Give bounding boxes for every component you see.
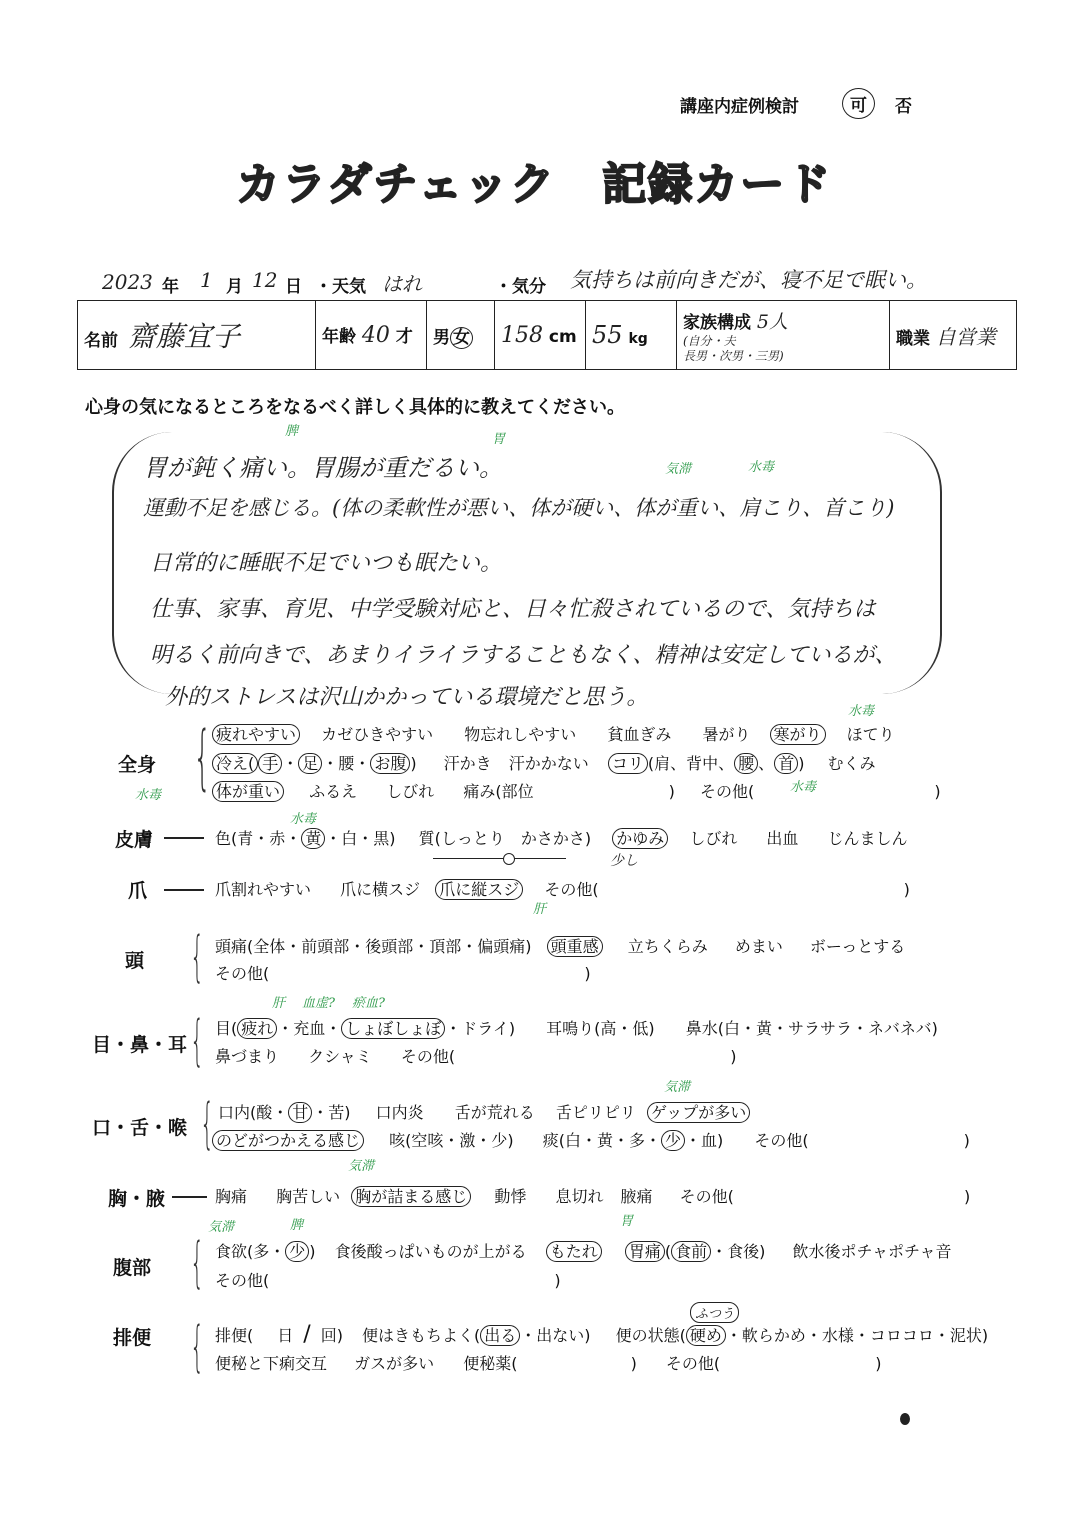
atama-line-1: [215, 934, 905, 957]
family-detail-2: 長男・次男・三男): [683, 348, 784, 363]
item-me-tsukare[interactable]: 疲れ: [237, 1018, 277, 1039]
hifu-color[interactable]: 色(青・赤・: [215, 829, 302, 848]
item-motare[interactable]: もたれ: [546, 1241, 602, 1262]
mood-value: 気持ちは前向きだが、寝不足で眠い。: [570, 268, 927, 292]
age-unit: 才: [395, 327, 413, 347]
item-hie-te[interactable]: 手: [258, 753, 282, 774]
review-label: 講座内症例検討: [680, 97, 799, 117]
tsume-line: [215, 877, 910, 900]
item-tsukareyasui[interactable]: 疲れやすい: [212, 724, 300, 745]
sep: 、: [758, 754, 775, 773]
me-note-1: 肝: [272, 996, 286, 1011]
zenshin-line-2: [212, 751, 876, 774]
item-shokuyoku-sukunai[interactable]: 少: [285, 1241, 309, 1262]
free-text-line-2: 運動不足を感じる。(体の柔軟性が悪い、体が硬い、体が重い、肩こり、首こり): [143, 496, 895, 520]
date-day: 12: [252, 268, 278, 292]
item-benpi-geri[interactable]: 便秘と下痢交互: [215, 1354, 328, 1373]
label-atama: 頭: [125, 950, 145, 972]
item-mune-sonota[interactable]: その他(: [679, 1187, 734, 1206]
item-asekakanai[interactable]: 汗かかない: [508, 754, 589, 773]
zenshin-note-3: 水毒: [790, 780, 817, 795]
item-gas[interactable]: ガスが多い: [354, 1354, 435, 1373]
kuchi-note-1: 気滞: [664, 1080, 691, 1095]
item-hifu-shibire[interactable]: しびれ: [689, 829, 738, 848]
date-year: 2023: [102, 270, 153, 294]
item-deru[interactable]: 出る: [480, 1325, 520, 1346]
paren: ): [584, 964, 591, 983]
page-title: カラダチェック 記録カード: [236, 159, 833, 210]
height-unit: cm: [548, 326, 577, 347]
item-nodo[interactable]: のどがつかえる感じ: [212, 1130, 364, 1151]
label-mune: 胸・腋: [108, 1188, 166, 1210]
item-kimochiyoku[interactable]: 便はきもちよく(: [362, 1326, 481, 1345]
sex-male[interactable]: 男: [433, 327, 450, 348]
item-shokuyoku[interactable]: 食欲(多・: [215, 1242, 286, 1261]
item-shibire[interactable]: しびれ: [386, 782, 435, 801]
item-yoko-suji[interactable]: 爪に横スジ: [340, 880, 421, 899]
quality-scale: [433, 858, 566, 859]
item-atsugari[interactable]: 暑がり: [702, 725, 751, 744]
item-wakitsu[interactable]: 腋痛: [620, 1187, 653, 1206]
fukubu-note-3: 胃: [620, 1214, 634, 1229]
item-seki[interactable]: 咳(空咳・激・少): [389, 1131, 514, 1150]
month-unit: 月: [226, 277, 243, 297]
ink-spot: [900, 1413, 910, 1425]
haiben-note: ふつう: [690, 1302, 739, 1323]
kuchi-line-2: [212, 1128, 970, 1151]
fukubu-note-1: 気滞: [208, 1220, 235, 1235]
paren: ): [963, 1131, 970, 1150]
item-haiben-kai: 回): [320, 1326, 343, 1345]
label-haiben: 排便: [113, 1327, 152, 1349]
item-konaien[interactable]: 口内炎: [375, 1103, 424, 1122]
item-konai[interactable]: 口内(酸・: [218, 1103, 289, 1122]
haiben-line-1: [215, 1322, 988, 1347]
hifu-color-yellow[interactable]: 黄: [301, 828, 325, 849]
note-suidoku: 水毒: [748, 460, 775, 475]
me-line-2: [215, 1044, 736, 1067]
slash: /: [303, 1322, 311, 1347]
label-zenshin: 全身: [118, 754, 157, 776]
height-value: 158: [501, 322, 543, 348]
day-unit: 日: [285, 277, 302, 297]
family-detail: [683, 334, 784, 364]
sex-female-selected[interactable]: 女: [450, 327, 473, 349]
weight-value: 55: [592, 321, 623, 349]
item-kori[interactable]: コリ: [608, 753, 648, 774]
paren: ): [668, 782, 675, 801]
paren: ): [309, 1242, 316, 1261]
item-ben-other[interactable]: ・軟らかめ・水様・コロコロ・泥状): [725, 1326, 989, 1345]
weather-value: はれ: [382, 272, 422, 296]
kuchi-note-2: 気滞: [348, 1159, 375, 1174]
item-tate-suji[interactable]: 爪に縦スジ: [435, 879, 523, 900]
me-line-1: [215, 1016, 938, 1039]
item-geppu[interactable]: ゲップが多い: [647, 1102, 750, 1123]
item-kayumi[interactable]: かゆみ: [612, 828, 668, 849]
free-text-line-4: 仕事、家事、育児、中学受験対応と、日々忙殺されているので、気持ちは: [150, 597, 876, 622]
zenshin-note-1: 水毒: [848, 704, 875, 719]
item-kaze[interactable]: カゼひきやすい: [321, 725, 434, 744]
family-cell: [677, 301, 890, 370]
item-shita-piri[interactable]: 舌ピリピリ: [555, 1103, 636, 1122]
paren: ): [410, 754, 417, 773]
item-pochapocha[interactable]: 飲水後ポチャポチャ音: [792, 1242, 952, 1261]
item-konai-ama[interactable]: 甘: [288, 1102, 312, 1123]
hifu-note: 水毒: [290, 812, 317, 827]
item-me-shobo[interactable]: しょぼしょぼ: [341, 1018, 445, 1039]
fukubu-line-1: [215, 1239, 952, 1262]
weather-label: ・天気: [315, 277, 366, 297]
note-pi: 脾: [285, 424, 299, 439]
free-text-line-6: 外的ストレスは沢山かかっている環境だと思う。: [165, 685, 649, 710]
paren: ): [964, 1187, 971, 1206]
paren: ): [934, 782, 941, 801]
item-haiben-sonota[interactable]: その他(: [665, 1354, 721, 1373]
name-value: 齋藤宜子: [127, 320, 240, 353]
brace-atama: {: [190, 925, 205, 988]
dash-hifu: [164, 837, 204, 839]
item-bootto[interactable]: ボーっとする: [809, 937, 906, 956]
item-hoteri[interactable]: ほてり: [846, 725, 895, 744]
item-me-dry[interactable]: ・ドライ): [445, 1019, 516, 1038]
item-hinketsu[interactable]: 貧血ぎみ: [607, 725, 672, 744]
family-count: 5人: [756, 310, 789, 333]
me-note-2: 血虚?: [302, 996, 335, 1011]
note-qitai: 気滞: [665, 462, 692, 477]
item-memai[interactable]: めまい: [734, 937, 783, 956]
mune-line: [215, 1184, 970, 1207]
item-tan-chi[interactable]: ・血): [684, 1131, 724, 1150]
dash-tsume: [164, 889, 204, 891]
item-me-juketsu[interactable]: ・充血・: [277, 1019, 342, 1038]
label-kuchi: 口・舌・喉: [92, 1117, 188, 1139]
paren: ): [875, 1354, 882, 1373]
weight-cell: [586, 301, 677, 370]
item-itsu-shokugo[interactable]: ・食後): [711, 1242, 766, 1261]
item-monowasure[interactable]: 物忘れしやすい: [464, 725, 577, 744]
label-hifu: 皮膚: [115, 829, 154, 851]
label-me: 目・鼻・耳: [92, 1034, 188, 1056]
item-itami[interactable]: 痛み(部位: [463, 782, 534, 801]
brace-haiben: {: [190, 1315, 205, 1378]
item-konai-niga[interactable]: ・苦): [312, 1103, 351, 1122]
item-hanazumari[interactable]: 鼻づまり: [215, 1047, 280, 1066]
item-hie-ashi[interactable]: 足: [298, 753, 322, 774]
atama-line-2: [215, 961, 591, 984]
item-shukketsu[interactable]: 出血: [766, 829, 799, 848]
haiben-line-2: [215, 1351, 882, 1374]
label-tsume: 爪: [128, 880, 148, 902]
item-tan[interactable]: 痰(白・黄・多・: [542, 1131, 661, 1150]
kuchi-line-1: [218, 1100, 750, 1123]
item-furue[interactable]: ふるえ: [309, 782, 358, 801]
item-me-sonota[interactable]: その他(: [400, 1047, 456, 1066]
item-karada-omoi[interactable]: 体が重い: [212, 781, 284, 802]
brace-me: {: [190, 1009, 205, 1072]
paren: ): [554, 1271, 561, 1290]
item-haiben-nichi: 日: [277, 1326, 294, 1345]
item-itsu[interactable]: 胃痛: [625, 1241, 665, 1262]
name-cell: [78, 301, 316, 370]
item-sanppai[interactable]: 食後酸っぱいものが上がる: [334, 1242, 527, 1261]
item-katame[interactable]: 硬め: [686, 1325, 726, 1346]
item-munagurushii[interactable]: 胸苦しい: [276, 1187, 341, 1206]
item-kuchi-sonota[interactable]: その他(: [754, 1131, 809, 1150]
fukubu-note-2: 脾: [290, 1218, 304, 1233]
item-hie-koshi[interactable]: ・腰・: [322, 754, 371, 773]
item-tsume-ware[interactable]: 爪割れやすい: [215, 880, 312, 899]
item-denai[interactable]: ・出ない): [520, 1326, 591, 1345]
item-miminari[interactable]: 耳鳴り(高・低): [546, 1019, 655, 1038]
item-atama-sonota[interactable]: その他(: [215, 964, 270, 983]
quality-scale-mark: [503, 853, 515, 865]
item-shita-areru[interactable]: 舌が荒れる: [454, 1103, 535, 1122]
job-label: 職業: [896, 328, 930, 349]
fukubu-line-2: [215, 1268, 561, 1291]
free-text-line-3: 日常的に睡眠不足でいつも眠たい。: [150, 551, 503, 576]
height-cell: [495, 301, 586, 370]
profile-table: [77, 300, 1017, 370]
item-doki[interactable]: 動悸: [494, 1187, 527, 1206]
sep: ・: [282, 754, 299, 773]
item-haiben[interactable]: 排便(: [215, 1326, 254, 1345]
age-cell: [316, 301, 427, 370]
item-itsu-shokuzen[interactable]: 食前: [671, 1241, 711, 1262]
brace-fukubu: {: [190, 1231, 205, 1294]
zenshin-line-1: [212, 722, 895, 745]
label-fukubu: 腹部: [113, 1257, 152, 1279]
hifu-color-rest[interactable]: ・白・黒): [325, 829, 396, 848]
paren: ): [903, 880, 910, 899]
note-i: 胃: [492, 432, 506, 447]
prompt-text: 心身の気になるところをなるべく詳しく具体的に教えてください。: [85, 397, 625, 418]
brace-kuchi: {: [200, 1092, 215, 1155]
item-asekaki[interactable]: 汗かき: [443, 754, 492, 773]
zenshin-line-3: [212, 779, 941, 802]
age-value: 40: [361, 323, 390, 348]
item-mune-tsumaru[interactable]: 胸が詰まる感じ: [351, 1186, 471, 1207]
brace-zenshin: {: [193, 716, 212, 798]
paren: (: [664, 1242, 672, 1261]
item-tsume-sonota[interactable]: その他(: [544, 880, 599, 899]
item-kori-kubi[interactable]: 首: [774, 753, 798, 774]
item-mukumi[interactable]: むくみ: [827, 754, 876, 773]
year-unit: 年: [162, 277, 179, 297]
approve-option[interactable]: 可: [842, 88, 875, 119]
free-text-line-5: 明るく前向きで、あまりイライラすることもなく、精神は安定しているが、: [150, 643, 897, 668]
family-detail-1: (自分・夫: [683, 333, 736, 348]
item-zutsu[interactable]: 頭痛(全体・前頭部・後頭部・頂部・偏頭痛): [215, 937, 532, 956]
paren: ): [730, 1047, 737, 1066]
reject-option[interactable]: 否: [895, 97, 912, 117]
date-month: 1: [200, 268, 213, 292]
item-ben-jotai[interactable]: 便の状態(: [615, 1326, 686, 1345]
item-hie-onaka[interactable]: お腹: [370, 753, 410, 774]
item-jinmashin[interactable]: じんましん: [827, 829, 908, 848]
item-benpiyaku[interactable]: 便秘薬(: [463, 1354, 518, 1373]
tsume-note: 肝: [533, 902, 547, 917]
paren: ): [798, 754, 805, 773]
dash-mune: [172, 1196, 207, 1198]
paren: ): [630, 1354, 637, 1373]
item-zujukan[interactable]: 頭重感: [547, 936, 603, 957]
item-ikigire[interactable]: 息切れ: [555, 1187, 604, 1206]
item-kori-koshi[interactable]: 腰: [734, 753, 758, 774]
item-kyotsu[interactable]: 胸痛: [215, 1187, 248, 1206]
age-label: 年齢: [322, 327, 356, 347]
item-tachikurami[interactable]: 立ちくらみ: [627, 937, 708, 956]
kayumi-note: 少し: [610, 853, 638, 869]
zenshin-note-2: 水毒: [135, 788, 162, 803]
hifu-quality[interactable]: 質(しっとり かさかさ): [418, 829, 592, 848]
weight-unit: kg: [628, 331, 648, 347]
job-value: 自営業: [935, 324, 996, 349]
item-fukubu-sonota[interactable]: その他(: [215, 1271, 270, 1290]
sex-cell: [427, 301, 495, 370]
item-hanamizu[interactable]: 鼻水(白・黄・サラサラ・ネバネバ): [685, 1019, 938, 1038]
item-sonota[interactable]: その他(: [700, 782, 755, 801]
mood-label: ・気分: [495, 277, 546, 297]
item-me[interactable]: 目(: [215, 1019, 238, 1038]
free-text-line-1: 胃が鈍く痛い。胃腸が重だるい。: [143, 454, 503, 482]
family-label: 家族構成: [683, 312, 751, 333]
name-label: 名前: [84, 331, 118, 351]
item-kori-kata[interactable]: (肩、背中、: [647, 754, 735, 773]
item-samugari[interactable]: 寒がり: [770, 724, 826, 745]
job-cell: [890, 301, 1017, 370]
item-kushami[interactable]: クシャミ: [308, 1047, 372, 1066]
item-hie[interactable]: 冷え(: [212, 753, 258, 774]
hifu-line: [215, 826, 908, 849]
item-tan-sukunai[interactable]: 少: [661, 1130, 685, 1151]
me-note-3: 瘀血?: [352, 996, 385, 1011]
